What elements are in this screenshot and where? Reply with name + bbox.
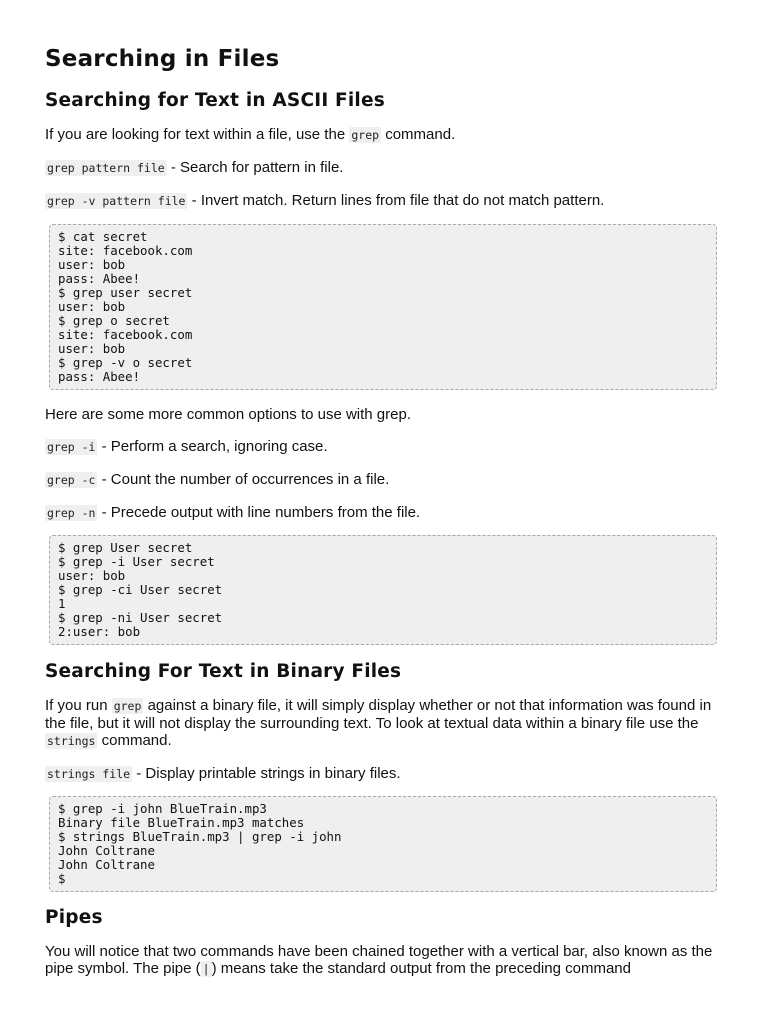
code-block-grep-example: $ cat secret site: facebook.com user: bob pass: Abee! $ grep user secret user: bob $ grep o secret site: facebook.com user: bob $ grep -v o secret pass: Abee! [49, 224, 717, 390]
section-heading-pipes: Pipes [45, 907, 103, 928]
ascii-intro-paragraph: If you are looking for text within a file, use the grep command. [45, 126, 456, 143]
page-title: Searching in Files [45, 46, 280, 72]
inline-code: grep -i [47, 440, 96, 454]
inline-code: grep [351, 128, 380, 142]
inline-code: grep -c [47, 473, 96, 487]
inline-code: grep -v pattern file [47, 194, 186, 208]
grep-invert-line: grep -v pattern file - Invert match. Return lines from file that do not match pattern. [47, 192, 605, 209]
pipes-paragraph: You will notice that two commands have been chained together with a vertical bar, also known as the pipe symbol. The pipe ( | ) means take the standard output from the preceding command [45, 943, 713, 977]
grep-pattern-line: grep pattern file - Search for pattern in file. [47, 159, 344, 176]
inline-code: grep -n [47, 506, 96, 520]
inline-code: strings file [47, 767, 131, 781]
grep-i-line: grep -i - Perform a search, ignoring case. [47, 438, 328, 455]
strings-line: strings file - Display printable strings in binary files. [47, 765, 401, 782]
section-heading-ascii: Searching for Text in ASCII Files [45, 90, 385, 111]
more-options-paragraph: Here are some more common options to use with grep. [45, 406, 411, 423]
inline-code: strings [47, 734, 96, 748]
code-block-strings-example: $ grep -i john BlueTrain.mp3 Binary file BlueTrain.mp3 matches $ strings BlueTrain.mp3 | grep -i john John Coltrane John Coltrane $ [49, 796, 717, 892]
inline-code: grep [113, 699, 142, 713]
grep-c-line: grep -c - Count the number of occurrences in a file. [47, 471, 390, 488]
binary-intro-paragraph: If you run grep against a binary file, it will simply display whether or not that information was found in the file, but it will not display the surrounding text. To look at textual data within a binary file use the strings command. [45, 697, 712, 749]
section-heading-binary: Searching For Text in Binary Files [45, 661, 402, 682]
grep-n-line: grep -n - Precede output with line numbers from the file. [47, 504, 421, 521]
code-block-grep-options: $ grep User secret $ grep -i User secret user: bob $ grep -ci User secret 1 $ grep -ni User secret 2:user: bob [49, 535, 717, 645]
inline-code: grep pattern file [47, 161, 165, 175]
inline-code: | [202, 962, 210, 976]
